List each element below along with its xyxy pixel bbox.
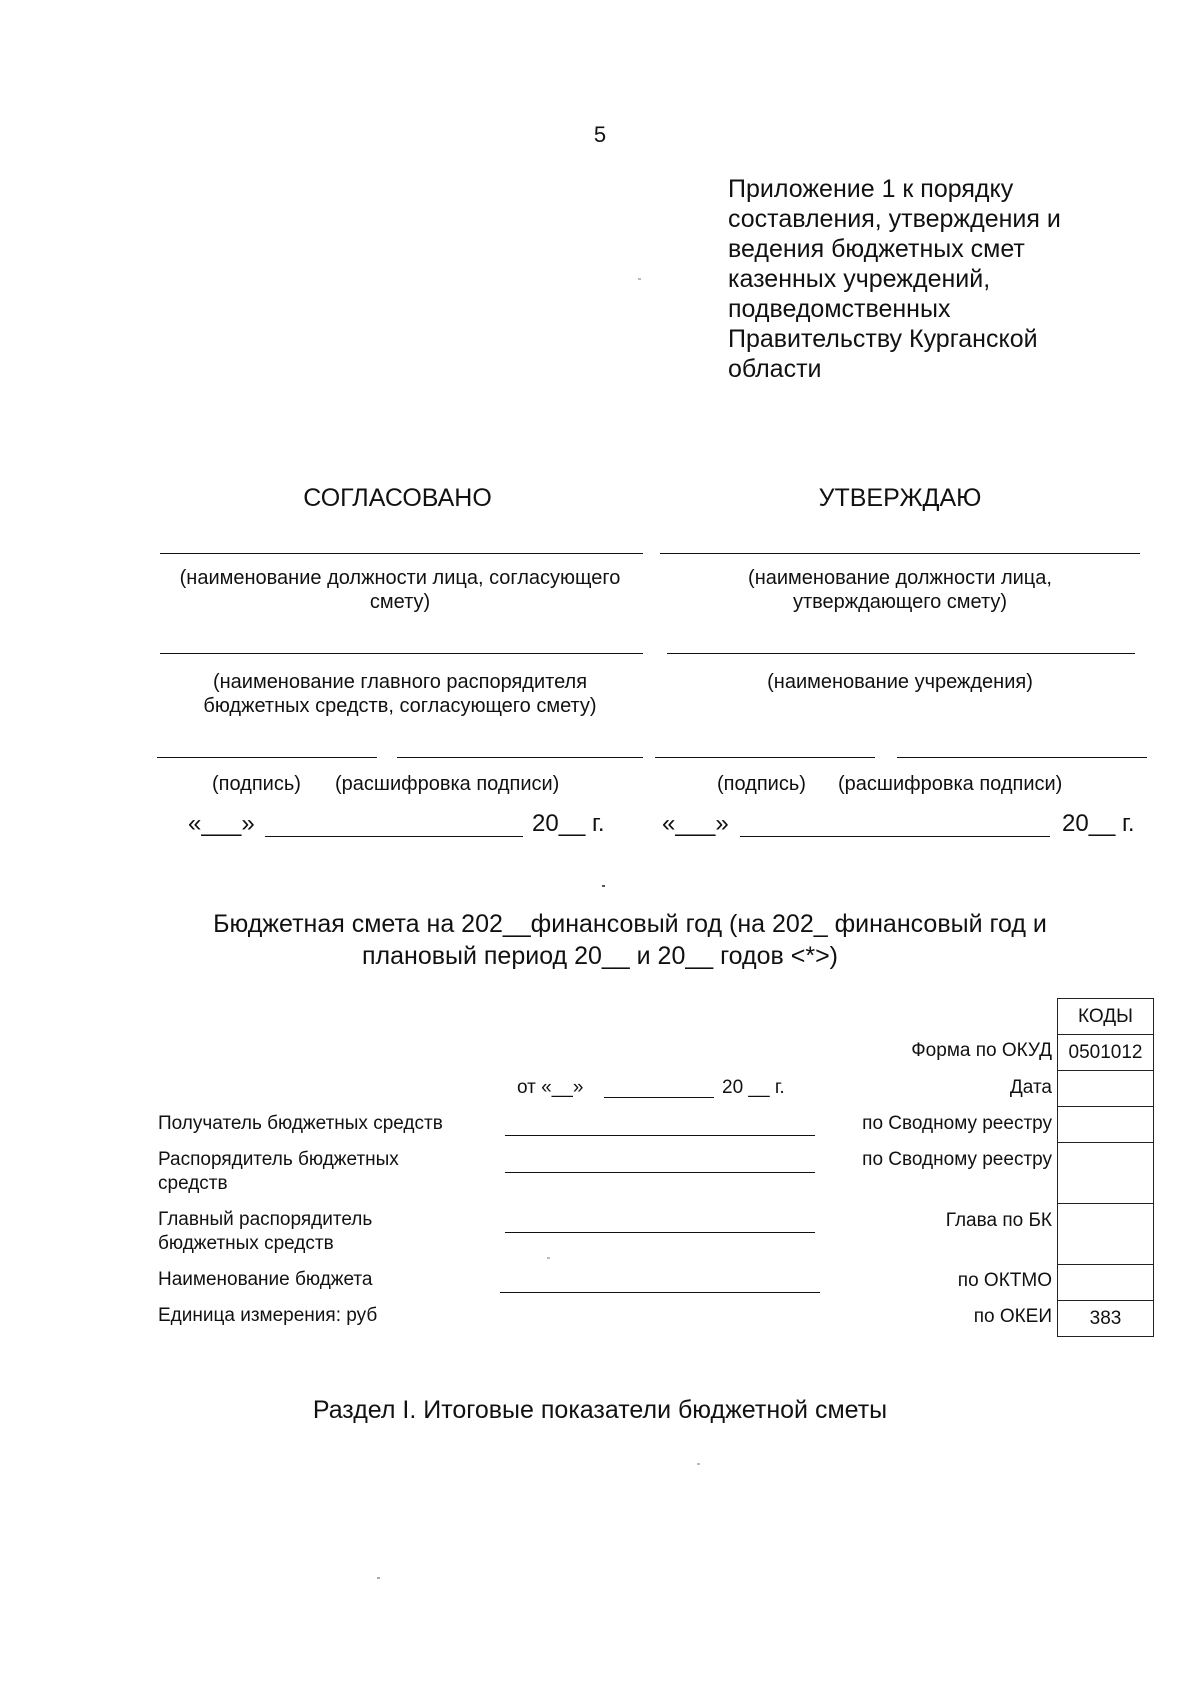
scan-speck	[638, 278, 641, 280]
scan-speck	[377, 1577, 380, 1579]
appendix-note	[728, 174, 1148, 384]
scan-speck	[547, 1257, 550, 1259]
caption-line: (наименование должности лица, согласующего	[179, 567, 621, 589]
date-cell	[1057, 1070, 1154, 1107]
appendix-line: казенных учреждений,	[728, 265, 991, 293]
caption-line: смету)	[369, 591, 431, 613]
page-number: 5	[593, 122, 607, 147]
caption-line: (наименование должности лица,	[748, 567, 1052, 589]
budget-name-label: Наименование бюджета	[158, 1269, 373, 1290]
agreed-signature-line	[157, 757, 377, 758]
agreed-date-day: «___»	[188, 810, 255, 837]
approve-date-day: «___»	[662, 810, 729, 837]
recipient-code-label: по Сводному реестру	[862, 1113, 1052, 1134]
chief-manager-label	[158, 1208, 372, 1256]
title-line: Бюджетная смета на 202__финансовый год (на 202_ финансовый год и	[213, 910, 1047, 938]
codes-header-cell: КОДЫ	[1057, 998, 1154, 1035]
approve-signature-line	[655, 757, 875, 758]
section-title: Раздел I. Итоговые показатели бюджетной сметы	[312, 1396, 888, 1424]
date-prefix: от «__»	[517, 1077, 584, 1098]
agreed-date-year: 20__ г.	[532, 810, 605, 837]
caption-line: (наименование главного распорядителя	[212, 671, 588, 693]
label-line: средств	[158, 1173, 228, 1194]
agreed-title: СОГЛАСОВАНО	[303, 484, 492, 512]
form-okud-cell: 0501012	[1057, 1034, 1154, 1071]
okei-label: по ОКЕИ	[973, 1306, 1052, 1327]
date-label: Дата	[1009, 1077, 1052, 1098]
approve-signature-caption: (подпись)	[717, 773, 806, 795]
date-year: 20 __ г.	[722, 1077, 785, 1098]
caption-line: утверждающего смету)	[792, 591, 1008, 613]
agreed-position-line	[160, 553, 643, 554]
agreed-signature-caption: (подпись)	[212, 773, 301, 795]
approve-decoding-caption: (расшифровка подписи)	[838, 773, 1063, 795]
appendix-line: области	[728, 355, 822, 383]
agreed-decoding-caption: (расшифровка подписи)	[335, 773, 560, 795]
agreed-decoding-line	[397, 757, 643, 758]
form-okud-label: Форма по ОКУД	[911, 1040, 1052, 1061]
approve-position-caption	[665, 566, 1135, 614]
document-title	[0, 908, 1200, 972]
scan-speck	[602, 885, 605, 887]
approve-date-year: 20__ г.	[1062, 810, 1135, 837]
approve-institution-caption	[665, 670, 1135, 694]
approve-date-line	[740, 836, 1050, 837]
chief-manager-line	[505, 1232, 815, 1233]
manager-code-cell	[1057, 1142, 1154, 1204]
date-line	[604, 1097, 714, 1098]
chief-manager-code-cell	[1057, 1203, 1154, 1265]
label-line: бюджетных средств	[158, 1233, 334, 1254]
manager-line	[505, 1172, 815, 1173]
caption-line: бюджетных средств, согласующего смету)	[203, 695, 597, 717]
title-line: плановый период 20__ и 20__ годов <*>)	[361, 942, 839, 970]
label-line: Главный распорядитель	[158, 1209, 373, 1230]
agreed-date-line	[265, 836, 523, 837]
chief-manager-code-label: Глава по БК	[945, 1210, 1052, 1231]
okei-cell: 383	[1057, 1300, 1154, 1337]
approve-institution-line	[667, 653, 1135, 654]
caption-line: (наименование учреждения)	[767, 671, 1033, 693]
approve-decoding-line	[897, 757, 1147, 758]
appendix-line: составления, утверждения и	[728, 205, 1061, 233]
oktmo-cell	[1057, 1264, 1154, 1301]
recipient-label: Получатель бюджетных средств	[158, 1113, 443, 1134]
recipient-code-cell	[1057, 1106, 1154, 1143]
recipient-line	[505, 1135, 815, 1136]
manager-code-label: по Сводному реестру	[862, 1149, 1052, 1170]
appendix-line: Приложение 1 к порядку	[728, 175, 1014, 203]
unit-label: Единица измерения: руб	[158, 1305, 378, 1326]
agreed-position-caption	[145, 566, 655, 614]
budget-name-line	[500, 1292, 820, 1293]
oktmo-label: по ОКТМО	[957, 1270, 1052, 1291]
approve-position-line	[660, 553, 1140, 554]
approve-title: УТВЕРЖДАЮ	[818, 484, 982, 512]
manager-label	[158, 1148, 399, 1196]
agreed-manager-caption	[145, 670, 655, 718]
scan-speck	[697, 1463, 700, 1465]
appendix-line: подведомственных	[728, 295, 951, 323]
appendix-line: Правительству Курганской	[728, 325, 1038, 353]
agreed-manager-line	[160, 653, 643, 654]
label-line: Распорядитель бюджетных	[158, 1149, 399, 1170]
appendix-line: ведения бюджетных смет	[728, 235, 1025, 263]
